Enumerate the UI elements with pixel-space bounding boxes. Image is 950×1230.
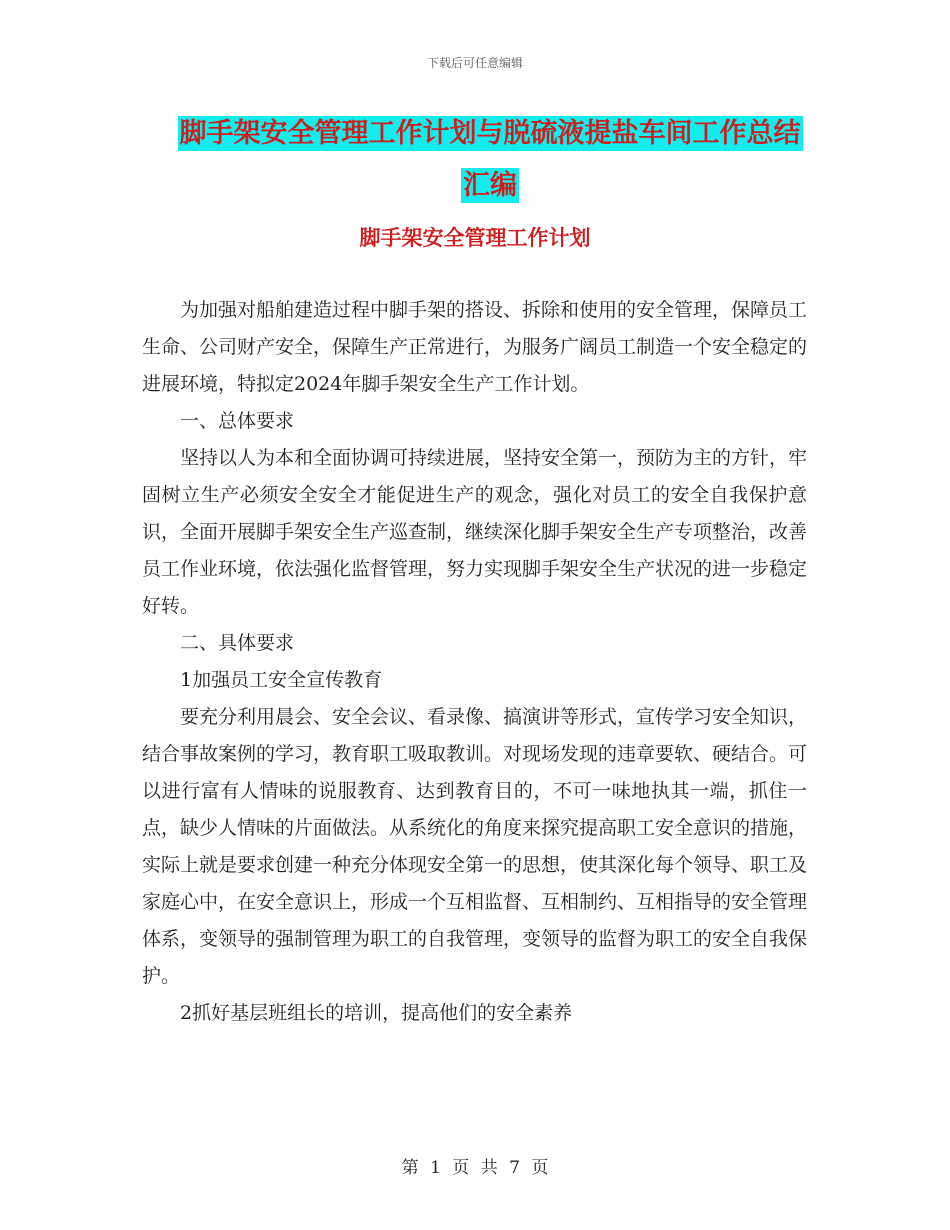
paragraph: 要充分利用晨会、安全会议、看录像、搞演讲等形式，宣传学习安全知识，结合事故案例的学习，教育职工吸取教训。对现场发现的违章要软、硬结合。可以进行富有人情味的说服教育、达到教育目的，不可一味地执其一端，抓住一点，缺少人情味的片面做法。从系统化的角度来探究提高职工安全意识的措施，实际上就是要求创建一种充分体现安全第一的思想，使其深化每个领导、职工及家庭心中，在安全意识上，形成一个互相监督、互相制约、互相指导的安全管理体系，变领导的强制管理为职工的自我管理，变领导的监督为职工的安全自我保护。 [142,706,808,987]
section-title: 脚手架安全管理工作计划 [359,226,591,250]
document-title-line-2: 汇编 [463,170,517,201]
paragraph: 为加强对船舶建造过程中脚手架的搭设、拆除和使用的安全管理，保障员工生命、公司财产安全，保障生产正常进行，为服务广阔员工制造一个安全稳定的进展环境，特拟定2024年脚手架安全生产工作计划。 [142,299,808,395]
paragraph-subheading: 2抓好基层班组长的培训，提高他们的安全素养 [180,1002,573,1024]
paragraph-subheading: 1加强员工安全宣传教育 [180,669,383,691]
header-note: 下载后可任意编辑 [426,56,523,70]
document-title-line-1: 脚手架安全管理工作计划与脱硫液提盐车间工作总结 [179,118,801,149]
document-body [142,292,807,1032]
paragraph: 坚持以人为本和全面协调可持续进展，坚持安全第一，预防为主的方针，牢固树立生产必须安全安全才能促进生产的观念，强化对员工的安全自我保护意识，全面开展脚手架安全生产巡查制，继续深化脚手架安全生产专项整治，改善员工作业环境，依法强化监督管理，努力实现脚手架安全生产状况的进一步稳定好转。 [142,447,808,617]
document-title [140,108,840,212]
page-footer: 第 1 页 共 7 页 [401,1158,549,1178]
paragraph-heading: 一、总体要求 [180,410,295,432]
paragraph-heading: 二、具体要求 [180,632,295,654]
